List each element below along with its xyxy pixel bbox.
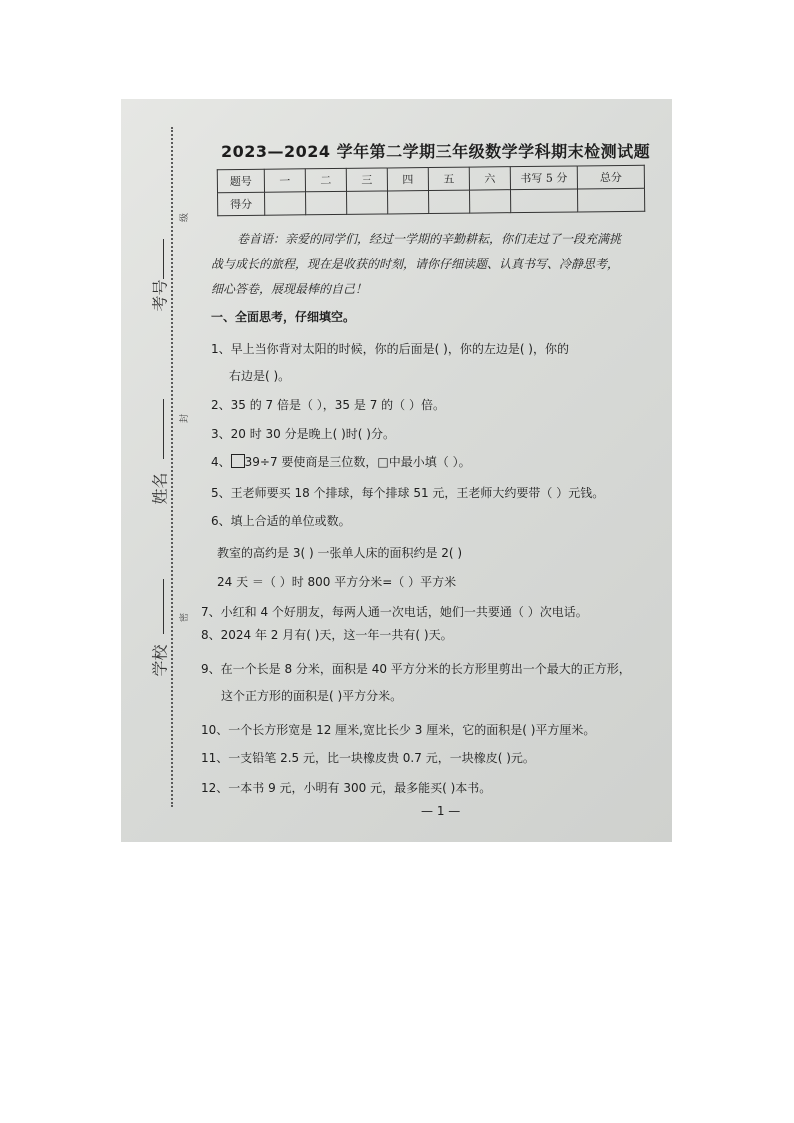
score-cell: 题号 [217,169,264,192]
score-cell: 一 [264,169,305,192]
question-1-line1: 1、早上当你背对太阳的时候，你的后面是( )，你的左边是( )，你的 [211,342,569,356]
score-blank[interactable] [347,191,388,214]
side-mark-ji: 级 [180,212,191,223]
score-cell: 二 [305,168,346,191]
exam-title: 2023—2024 学年第二学期三年级数学学科期末检测试题 [221,142,651,161]
side-label-kaohao: 考号 [150,279,170,312]
side-mark-feng: 封 [180,413,191,424]
question-1-line2: 右边是( )。 [229,369,291,383]
section-heading-1: 一、全面思考，仔细填空。 [211,310,356,324]
side-underline-kaohao [163,239,164,279]
score-cell: 总分 [577,165,644,189]
score-cell: 五 [428,167,469,190]
question-3: 3、20 时 30 分是晚上( )时( )分。 [211,427,395,441]
page-number: — 1 — [421,804,461,818]
side-mark-mi: 密 [180,612,191,623]
score-blank[interactable] [510,189,577,213]
intro-text [211,227,651,302]
question-9-line1: 9、在一个长是 8 分米，面积是 40 平方分米的长方形里剪出一个最大的正方形， [201,662,631,676]
side-label-xingming: 姓名 [150,472,170,505]
question-6-row1: 教室的高约是 3( ) 一张单人床的面积约是 2( ) [217,546,463,560]
score-blank[interactable] [265,192,306,215]
score-cell: 四 [387,168,428,191]
question-6-row2: 24 天 ＝（ ）时 800 平方分米=（ ）平方米 [217,575,457,589]
question-7: 7、小红和 4 个好朋友，每两人通一次电话，她们一共要通（ ）次电话。 [201,605,588,619]
score-blank[interactable] [469,190,510,213]
score-cell: 三 [346,168,387,191]
score-blank[interactable] [388,191,429,214]
side-underline-xingming [163,399,164,459]
binding-dotted-line [171,127,173,807]
question-5: 5、王老师要买 18 个排球，每个排球 51 元，王老师大约要带（ ）元钱。 [211,486,605,500]
question-10: 10、一个长方形宽是 12 厘米,宽比长少 3 厘米，它的面积是( )平方厘米。 [201,723,596,737]
question-6: 6、填上合适的单位或数。 [211,514,351,528]
score-table-score-row [218,188,645,215]
intro-line: 战与成长的旅程，现在是收获的时刻，请你仔细读题、认真书写、冷静思考， [211,257,620,271]
question-4-text: 39÷7 要使商是三位数，□中最小填（ ）。 [244,455,471,469]
intro-line: 卷首语：亲爱的同学们，经过一学期的辛勤耕耘，你们走过了一段充满挑 [237,232,622,246]
blank-square-icon [231,454,245,468]
question-4 [211,453,471,470]
question-2: 2、35 的 7 倍是（ ），35 是 7 的（ ）倍。 [211,398,445,412]
score-cell: 六 [469,167,510,190]
score-blank[interactable] [577,188,644,212]
exam-paper [121,99,672,842]
intro-line: 细心答卷，展现最棒的自己！ [211,282,368,296]
question-12: 12、一本书 9 元，小明有 300 元，最多能买( )本书。 [201,781,492,795]
score-cell: 书写 5 分 [510,166,577,190]
score-blank[interactable] [429,190,470,213]
score-table [217,165,645,216]
score-blank[interactable] [306,191,347,214]
side-underline-xuexiao [163,579,164,634]
question-4-number: 4、 [211,455,231,469]
score-cell: 得分 [218,192,265,215]
question-9-line2: 这个正方形的面积是( )平方分米。 [221,689,403,703]
side-label-xuexiao: 学校 [150,644,170,677]
question-8: 8、2024 年 2 月有( )天，这一年一共有( )天。 [201,628,453,642]
question-11: 11、一支铅笔 2.5 元，比一块橡皮贵 0.7 元，一块橡皮( )元。 [201,751,535,765]
